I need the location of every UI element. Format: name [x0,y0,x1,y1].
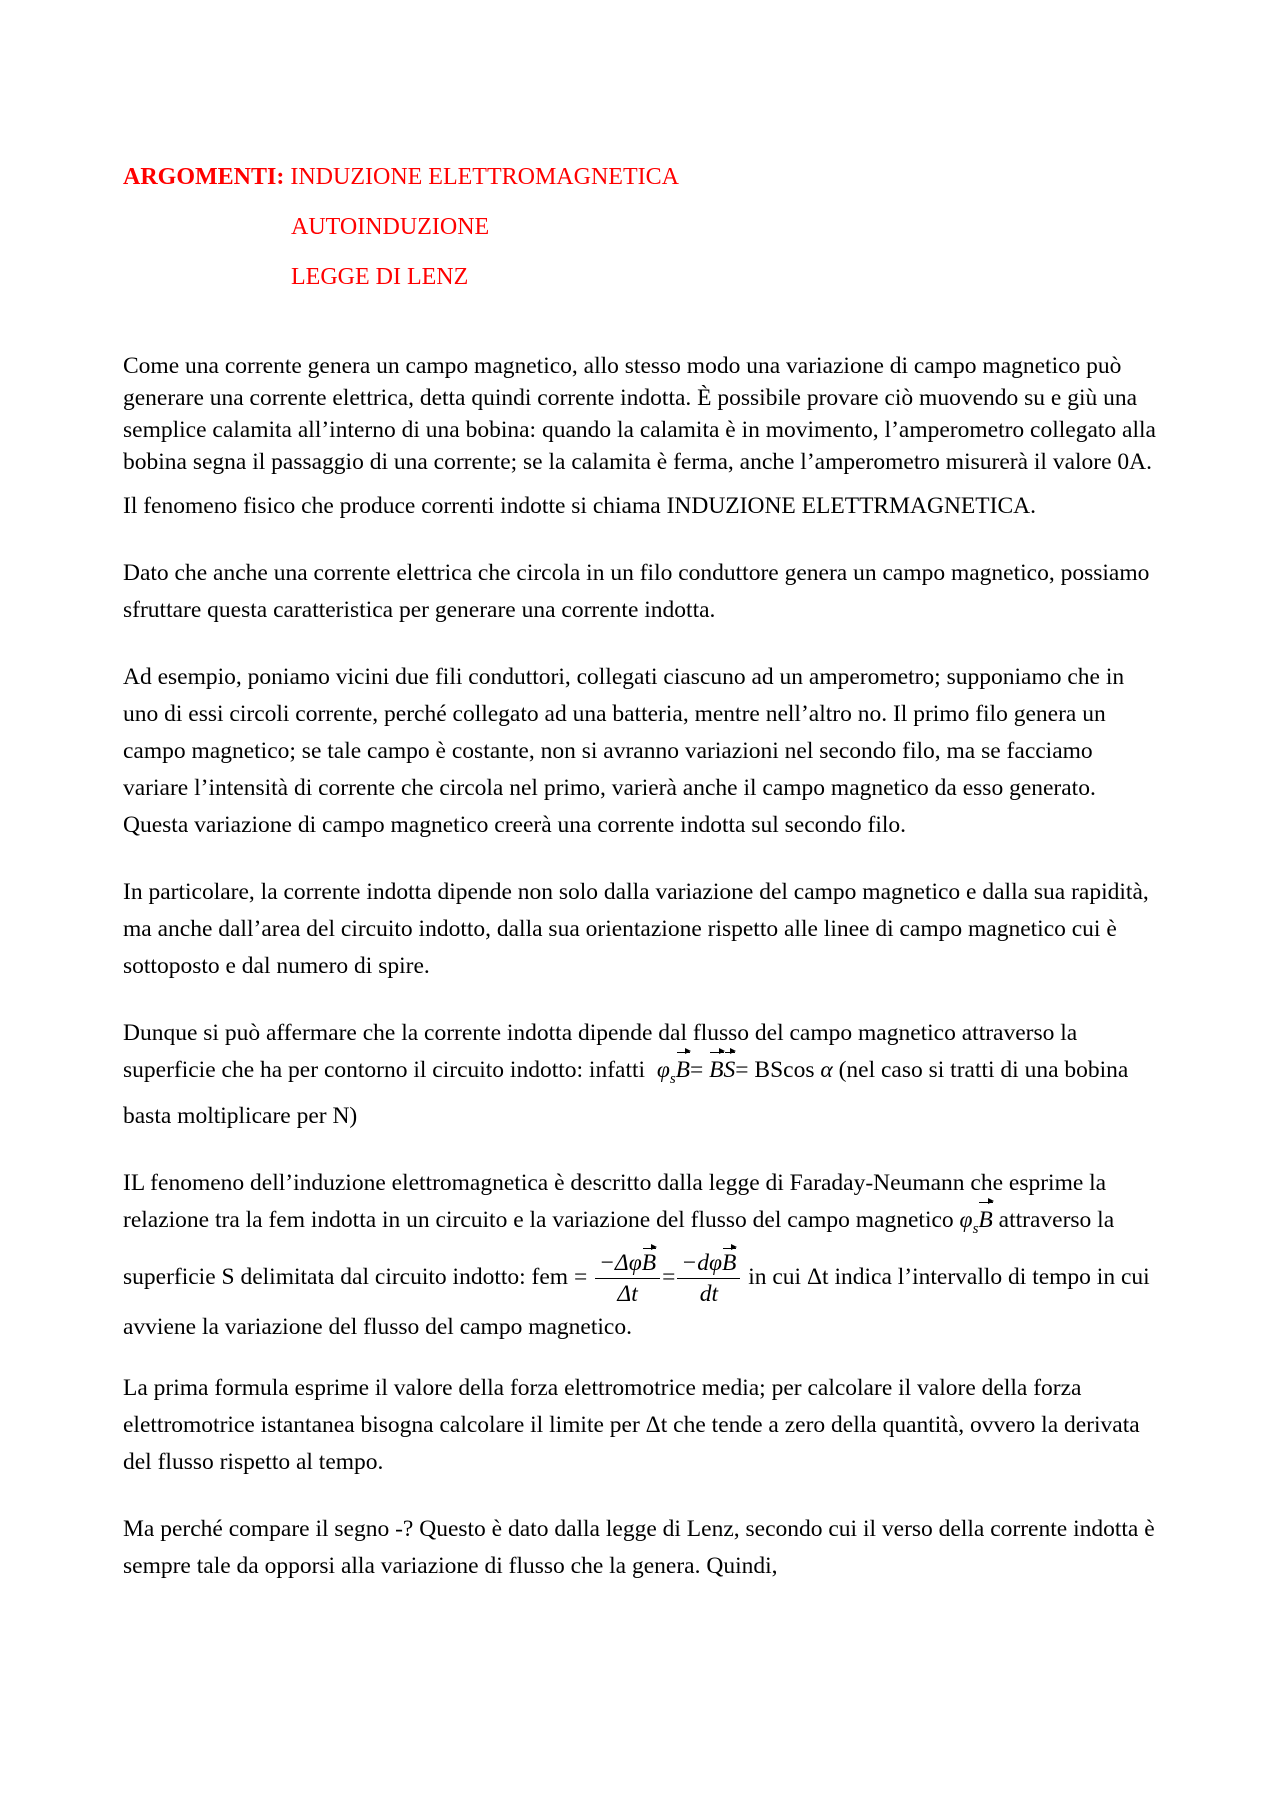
flux-formula: $\varphi_sB$ [651,1057,690,1083]
paragraph-7: IL fenomeno dell’induzione elettromagnetica è descritto dalla legge di Faraday-Neumann che esprime la relazione tra la fem indotta in un circuito e la variazione del flusso del campo magnetico $\varphi_sB$ attraverso la superficie S delimitata dal circuito indotto: fem = $\frac{\text{−ΔφB}}{\Delta t}$ = $\frac{\text{−dφB}}{dt}$ in cui Δt indica l’intervallo di tempo in cui avviene la variazione del flusso del campo magnetico. [123,1170,1150,1340]
dot-product-formula: BS [709,1057,735,1083]
paragraph-7-text-a: IL fenomeno dell’induzione elettromagnetica è descritto dalla legge di Faraday-Neumann che esprime la relazione tra la fem indotta in un circuito e la variazione del flusso del campo magnetico [123,1170,1107,1233]
topics-label: ARGOMENTI: [123,164,285,190]
topics-line-1 [123,152,679,202]
topics-heading [123,152,679,302]
paragraph-7-text-c: in cui Δt indica l’intervallo di tempo in cui avviene la variazione del flusso del campo magnetico. [123,1263,1150,1340]
fem-fraction-average: $\frac{\text{−ΔφB}}{\Delta t}$ [595,1248,660,1309]
alpha-symbol: α [820,1057,833,1083]
paragraph-6: Dunque si può affermare che la corrente indotta dipende dal flusso del campo magnetico attraverso la superficie che ha per contorno il circuito indotto: infatti $\varphi_sB= BS= BScos$ α (nel caso si tratti di una bobina basta moltiplicare per N) [123,1020,1129,1129]
flux-symbol: $\varphi_sB$ [960,1207,993,1233]
paragraph-3: Dato che anche una corrente elettrica che circola in un filo conduttore genera un campo magnetico, possiamo sfruttare questa caratteristica per generare una corrente indotta. [123,560,1150,623]
paragraph-9: Ma perché compare il segno -? Questo è dato dalla legge di Lenz, secondo cui il verso della corrente indotta è sempre tale da opporsi alla variazione di flusso che la genera. Quindi, [123,1516,1155,1579]
fem-fraction-derivative: $\frac{\text{−dφB}}{dt}$ [677,1248,740,1309]
paragraph-4: Ad esempio, poniamo vicini due fili conduttori, collegati ciascuno ad un amperometro; supponiamo che in uno di essi circoli corrente, perché collegato ad una batteria, mentre nell’altro no. Il primo filo genera un campo magnetico; se tale campo è costante, non si avranno variazioni nel secondo filo, ma se facciamo variare l’intensità di corrente che circola nel primo, varierà anche il campo magnetico da esso generato. Questa variazione di campo magnetico creerà una corrente indotta sul secondo filo. [123,664,1125,838]
paragraph-6-text-a: Dunque si può affermare che la corrente indotta dipende dal flusso del campo magnetico attraverso la superficie che ha per contorno il circuito indotto: infatti [123,1020,1078,1083]
paragraph-8: La prima formula esprime il valore della forza elettromotrice media; per calcolare il valore della forza elettromotrice istantanea bisogna calcolare il limite per Δt che tende a zero della quantità, ovvero la derivata del flusso rispetto al tempo. [123,1375,1140,1475]
paragraph-6-text-c: (nel caso si tratti di una bobina basta moltiplicare per N) [123,1057,1129,1129]
paragraph-6-text-b: = BScos [735,1057,815,1083]
topic-legge-di-lenz: LEGGE DI LENZ [291,264,469,290]
paragraph-2: Il fenomeno fisico che produce correnti indotte si chiama INDUZIONE ELETTRMAGNETICA. [123,493,1036,519]
paragraph-1: Come una corrente genera un campo magnetico, allo stesso modo una variazione di campo magnetico può generare una corrente elettrica, detta quindi corrente indotta. È possibile provare ciò muovendo su e giù una semplice calamita all’interno di una bobina: quando la calamita è in movimento, l’amperometro collegato alla bobina segna il passaggio di una corrente; se la calamita è ferma, anche l’amperometro misurerà il valore 0A. [123,353,1156,475]
paragraph-5: In particolare, la corrente indotta dipende non solo dalla variazione del campo magnetico e dalla sua rapidità, ma anche dall’area del circuito indotto, dalla sua orientazione rispetto alle linee di campo magnetico cui è sottoposto e dal numero di spire. [123,879,1149,979]
topic-autoinduzione: AUTOINDUZIONE [291,214,490,240]
topic-induzione: INDUZIONE ELETTROMAGNETICA [290,164,679,190]
document-body [123,350,1163,1615]
paragraph-7-text-b: attraverso la superficie S delimitata dal circuito indotto: fem = [123,1207,1115,1290]
